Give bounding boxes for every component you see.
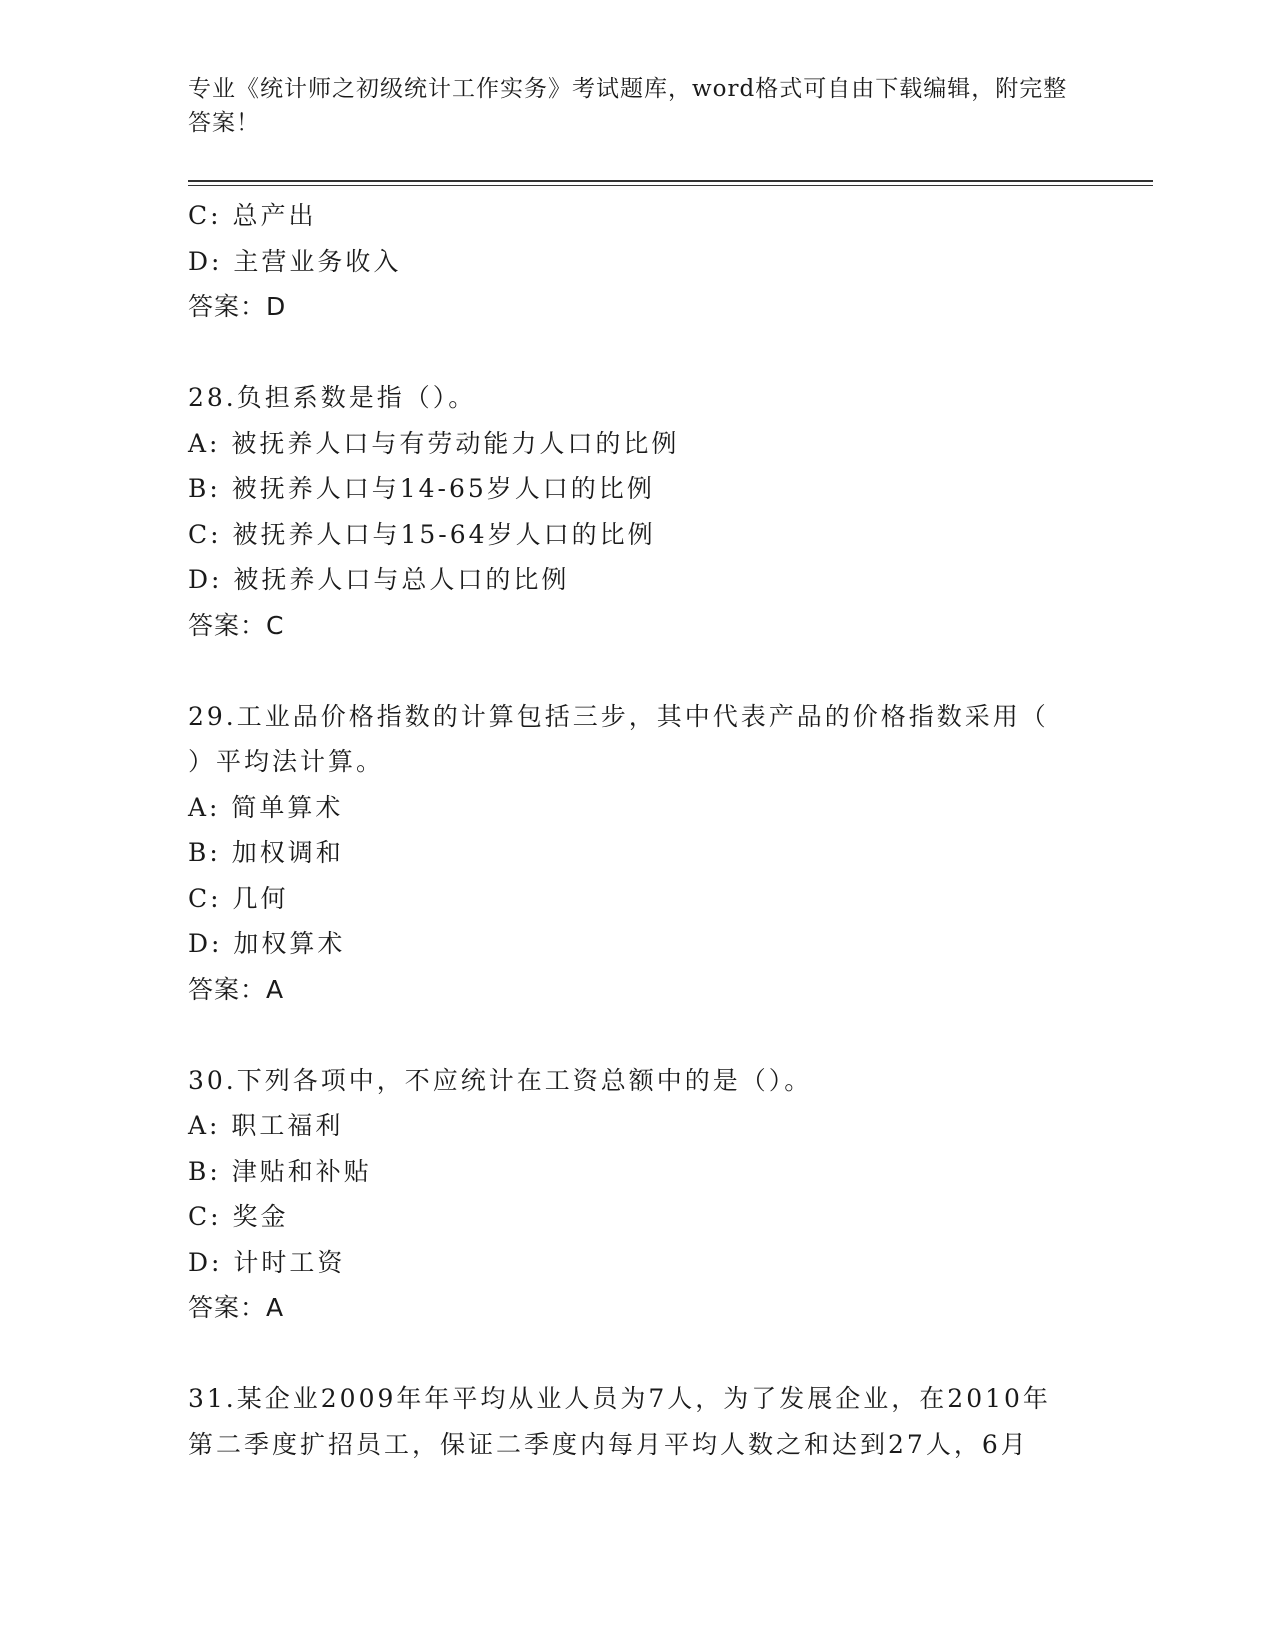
question-text: 29.工业品价格指数的计算包括三步，其中代表产品的价格指数采用（ — [188, 701, 1049, 731]
option-c: C: 几何 — [188, 883, 289, 913]
option-b: B: 津贴和补贴 — [188, 1156, 372, 1186]
question-list — [188, 193, 1068, 1467]
option-a: A: 职工福利 — [188, 1111, 344, 1140]
option-d: D: 计时工资 — [188, 1247, 346, 1277]
option-c: C: 奖金 — [188, 1202, 289, 1231]
page-header: 专业《统计师之初级统计工作实务》考试题库，word格式可自由下载编辑，附完整答案！ — [188, 76, 1068, 136]
option-a: A: 被抚养人口与有劳动能力人口的比例 — [188, 428, 680, 458]
option-d: D: 主营业务收入 — [188, 246, 402, 276]
option-b: B: 被抚养人口与14-65岁人口的比例 — [188, 474, 655, 503]
option-c: C: 被抚养人口与15-64岁人口的比例 — [188, 519, 656, 549]
question-text-continued: ）平均法计算。 — [188, 747, 385, 776]
option-c: C: 总产出 — [188, 201, 317, 230]
answer: 答案：A — [188, 974, 285, 1004]
question-text: 28.负担系数是指（）。 — [188, 383, 477, 412]
option-b: B: 加权调和 — [188, 838, 344, 867]
header-rule-thick — [188, 180, 1153, 182]
option-d: D: 被抚养人口与总人口的比例 — [188, 565, 570, 594]
header-rule-thin — [188, 185, 1153, 186]
question-text-continued: 第二季度扩招员工，保证二季度内每月平均人数之和达到27人，6月 — [188, 1429, 1029, 1459]
option-d: D: 加权算术 — [188, 929, 346, 958]
option-a: A: 简单算术 — [188, 792, 344, 822]
question-text: 31.某企业2009年年平均从业人员为7人，为了发展企业，在2010年 — [188, 1384, 1051, 1413]
answer: 答案：C — [188, 610, 285, 640]
question-text: 30.下列各项中，不应统计在工资总额中的是（）。 — [188, 1065, 813, 1095]
answer: 答案：D — [188, 292, 287, 321]
answer: 答案：A — [188, 1293, 285, 1322]
